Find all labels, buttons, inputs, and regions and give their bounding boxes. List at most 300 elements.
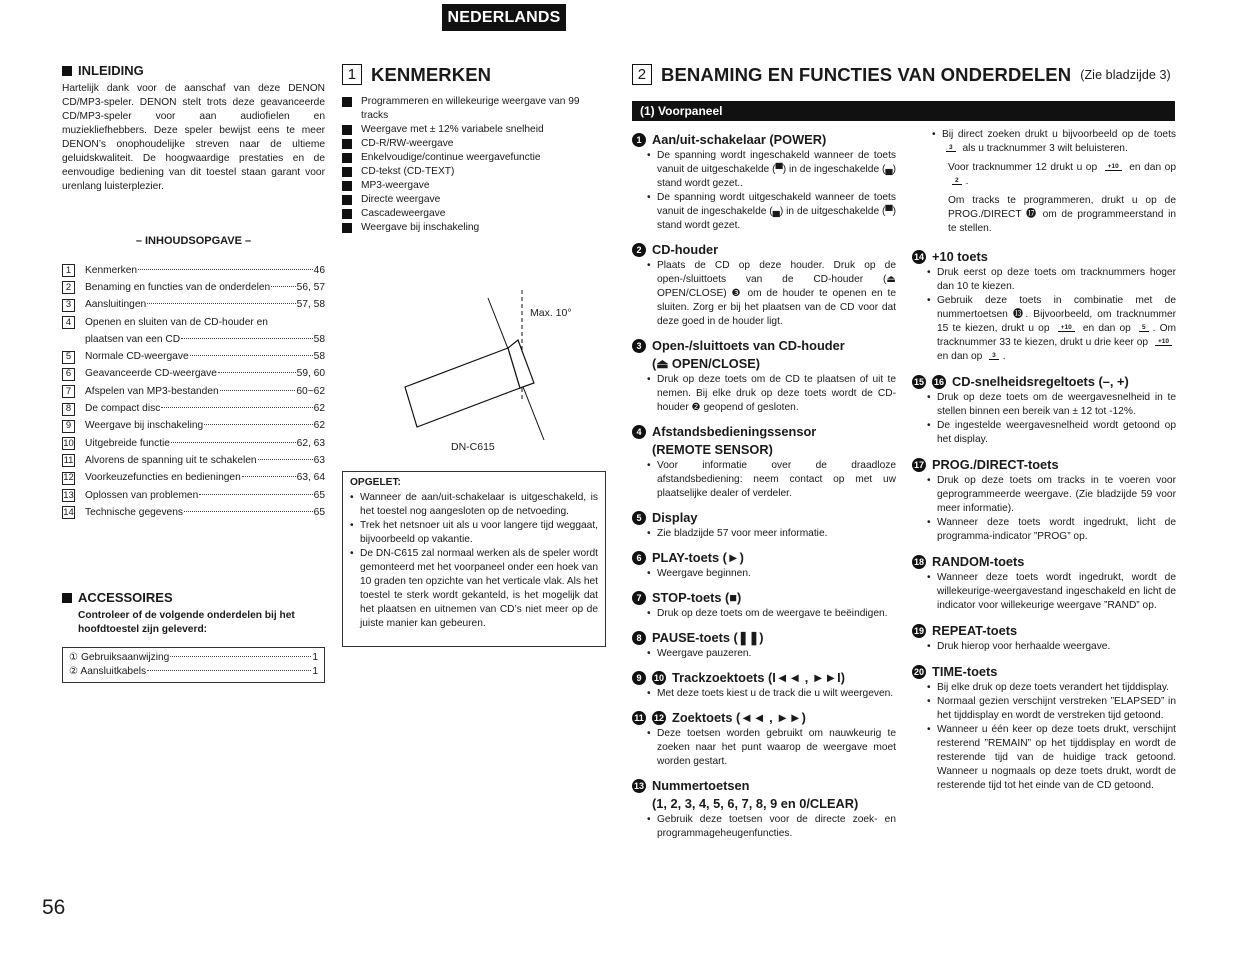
part-bullet-text: Gebruik deze toets in combinatie met de nummertoetsen ⓭. Bijvoorbeeld, om tracknummer 15 te kiezen, drukt u op +10 en dan op 5 . Om tracknummer 33 te kiezen, drukt u drie keer op +10 en dan op 3 . xyxy=(937,295,1177,362)
part-body xyxy=(632,687,896,701)
part-bullet-text: De spanning wordt ingeschakeld wanneer de toets vanuit de uitgeschakelde (▀) in de ingeschakelde (▄) stand wordt gezet.. xyxy=(657,150,896,189)
part-body xyxy=(912,571,1176,613)
toc-page: 65 xyxy=(313,489,325,501)
toc-number-box: 11 xyxy=(63,454,74,466)
part-item xyxy=(912,373,1176,447)
page-number: 56 xyxy=(42,896,66,919)
accessory-count: 1 xyxy=(312,652,318,664)
square-bullet-icon xyxy=(62,66,72,76)
part-title: REPEAT-toets xyxy=(932,623,1018,638)
part-body xyxy=(912,681,1176,793)
toc-row xyxy=(62,331,325,348)
part-heading xyxy=(632,549,896,567)
toc-text: Kenmerken xyxy=(85,264,138,276)
part-item xyxy=(632,549,896,581)
part-number-icon: 3 xyxy=(632,339,646,353)
parts-list-left xyxy=(632,131,896,841)
angle-label: Max. 10° xyxy=(530,307,572,319)
part-title-wrap xyxy=(932,663,997,681)
bullet-dot: • xyxy=(927,295,931,306)
part-title: Aan/uit-schakelaar (POWER) xyxy=(652,132,827,147)
part-bullet xyxy=(927,266,1176,294)
part-heading xyxy=(912,553,1176,571)
part-title-wrap xyxy=(652,423,816,459)
toc-title: – INHOUDSOPGAVE – xyxy=(135,235,252,247)
square-bullet-icon xyxy=(342,195,352,205)
part-bullet xyxy=(927,419,1176,447)
square-bullet-icon xyxy=(342,153,352,163)
part-item xyxy=(912,248,1176,364)
toc-page: 59, 60 xyxy=(296,368,325,380)
toc-number-box: 2 xyxy=(62,281,75,294)
part-body xyxy=(632,527,896,541)
part-item xyxy=(912,456,1176,544)
part-item xyxy=(632,131,896,233)
square-bullet-icon xyxy=(62,593,72,603)
key-button-icon: 2 xyxy=(952,177,962,185)
part-bullet-text: Voor informatie over de draadloze afstandsbediening: neem contact op met uw plaatselijke dealer of verdeler. xyxy=(657,460,896,499)
accessoires-heading xyxy=(62,591,325,605)
part-bullet xyxy=(647,607,896,621)
part-bullet-text: Druk op deze toets om de weergavesnelheid in te stellen binnen een bereik van ± 12 tot -12%. xyxy=(937,392,1176,417)
part-number-icon: 13 xyxy=(633,781,644,791)
opgelet-list xyxy=(350,491,598,631)
feature-item xyxy=(342,151,606,165)
toc-leader-dots xyxy=(161,407,312,408)
part-bullet xyxy=(647,813,896,841)
toc-page: 46 xyxy=(313,264,325,276)
toc-page: 56, 57 xyxy=(296,281,325,293)
bullet-dot: • xyxy=(350,520,354,531)
toc-page: 62 xyxy=(313,420,325,432)
toc-row xyxy=(62,504,325,521)
part-number-icon: 4 xyxy=(632,425,646,439)
part-bullet-text: Wanneer deze toets wordt ingedrukt, licht de programma-indicator ”PROG” op. xyxy=(937,517,1176,542)
part-title: Open-/sluittoets van CD-houder xyxy=(652,338,845,353)
square-bullet-icon xyxy=(342,125,352,135)
inleiding-heading xyxy=(62,64,325,78)
part-bullet xyxy=(647,259,896,329)
bullet-dot: • xyxy=(647,260,651,271)
part-bullet xyxy=(647,459,896,501)
feature-text: CD-R/RW-weergave xyxy=(361,138,454,149)
part-heading xyxy=(632,241,896,259)
direct-search-intro xyxy=(912,128,1176,236)
toc-text: De compact disc xyxy=(85,403,161,415)
part-title-wrap xyxy=(672,669,845,687)
part-title-line2: (REMOTE SENSOR) xyxy=(652,442,773,457)
toc-row xyxy=(62,487,325,504)
part-bullet xyxy=(647,527,896,541)
part-title-wrap xyxy=(652,549,744,567)
part-bullet-text: Weergave pauzeren. xyxy=(657,648,752,659)
toc-number-box: 7 xyxy=(62,385,75,398)
part-body xyxy=(632,459,896,501)
toc-number-box: 6 xyxy=(62,368,75,381)
toc-text: Benaming en functies van de onderdelen xyxy=(85,281,271,293)
toc-leader-dots xyxy=(181,338,313,339)
warning-item xyxy=(350,547,598,631)
toc-text: Voorkeuzefuncties en bedieningen xyxy=(85,472,241,484)
bullet-dot: • xyxy=(647,568,651,579)
toc-text: Aansluitingen xyxy=(85,299,147,311)
part-item xyxy=(632,709,896,769)
section-number: 2 xyxy=(632,64,652,85)
bullet-dot: • xyxy=(927,420,931,431)
part-number-icon: 1 xyxy=(632,133,646,147)
toc-number-box: 10 xyxy=(63,437,74,449)
toc-number-box: 3 xyxy=(62,299,75,312)
opgelet-box xyxy=(342,471,606,647)
toc-leader-dots xyxy=(170,656,311,657)
toc-text: Afspelen van MP3-bestanden xyxy=(85,385,219,397)
toc-number-box: 1 xyxy=(62,264,75,277)
kenmerken-list xyxy=(342,95,606,235)
bullet-dot: • xyxy=(927,724,931,735)
toc-leader-dots xyxy=(190,355,313,356)
part-bullet-text: Plaats de CD op deze houder. Druk op de open-/sluittoets van de CD-houder (⏏ OPEN/CLOSE) ❸ om de houder te openen en te sluiten. Zorg er bij het plaatsen van de CD voor dat deze goed in de houder ligt. xyxy=(657,260,896,327)
toc-leader-dots xyxy=(242,476,296,477)
toc-number-box: 14 xyxy=(63,506,74,518)
part-bullet-text: Normaal gezien verschijnt verstreken ”ELAPSED” in het tijddisplay en wordt de verstreken tijd getoond. xyxy=(937,696,1176,721)
part-number-icon: 17 xyxy=(913,460,924,470)
toc-number-box: 5 xyxy=(62,351,75,364)
part-heading xyxy=(632,777,896,813)
section-bar: (1) Voorpaneel xyxy=(632,101,1175,121)
part-body xyxy=(912,391,1176,447)
square-bullet-icon xyxy=(342,139,352,149)
bullet-dot: • xyxy=(927,475,931,486)
bullet-dot: • xyxy=(927,641,931,652)
toc-row xyxy=(62,435,325,452)
part-body xyxy=(632,813,896,841)
intro-paragraph-2: Om tracks te programmeren, drukt u op de PROG./DIRECT ⓱ om de programmeerstand in te stellen. xyxy=(948,195,1176,234)
part-item xyxy=(632,777,896,841)
square-bullet-icon xyxy=(342,97,352,107)
part-number-icon: 16 xyxy=(933,377,944,387)
bullet-dot: • xyxy=(647,728,651,739)
part-bullet-text: Druk eerst op deze toets om tracknummers hoger dan 10 te kiezen. xyxy=(937,267,1176,292)
key-button-icon: 3 xyxy=(946,144,956,152)
toc-leader-dots xyxy=(147,670,311,671)
part-bullet-text: Druk hierop voor herhaalde weergave. xyxy=(937,641,1111,652)
part-bullet-text: Zie bladzijde 57 voor meer informatie. xyxy=(657,528,828,539)
accessoires-list xyxy=(62,647,325,683)
toc-leader-dots xyxy=(184,511,313,512)
part-title: Trackzoektoets (I◄◄ , ►►I) xyxy=(672,670,845,685)
toc-leader-dots xyxy=(258,459,313,460)
part-title-wrap xyxy=(932,622,1017,640)
part-title: Nummertoetsen xyxy=(652,778,750,793)
language-tab: NEDERLANDS xyxy=(442,4,566,31)
part-title: CD-houder xyxy=(652,242,719,257)
feature-item xyxy=(342,165,606,179)
part-title-line2: (⏏ OPEN/CLOSE) xyxy=(652,356,761,371)
part-bullet-text: Bij elke druk op deze toets verandert het tijddisplay. xyxy=(937,682,1169,693)
toc-leader-dots xyxy=(199,494,312,495)
part-bullet xyxy=(927,516,1176,544)
benaming-title: BENAMING EN FUNCTIES VAN ONDERDELEN xyxy=(661,63,1072,85)
feature-text: CD-tekst (CD-TEXT) xyxy=(361,166,455,177)
toc-leader-dots xyxy=(204,424,312,425)
part-bullet xyxy=(927,681,1176,695)
part-bullet xyxy=(647,567,896,581)
bullet-dot: • xyxy=(647,688,651,699)
bullet-dot: • xyxy=(647,528,651,539)
part-bullet-text: Deze toetsen worden gebruikt om nauwkeurig te zoeken naar het punt waarop de weergave moet worden gestart. xyxy=(657,728,896,767)
part-bullet-text: Gebruik deze toetsen voor de directe zoek- en programmageheugenfuncties. xyxy=(657,814,896,839)
square-bullet-icon xyxy=(342,167,352,177)
bullet-dot: • xyxy=(647,814,651,825)
toc-text: Technische gegevens xyxy=(85,506,183,518)
feature-text: Cascadeweergave xyxy=(361,208,446,219)
toc-text: Uitgebreide functie xyxy=(85,437,170,449)
toc-text: Normale CD-weergave xyxy=(85,351,189,363)
feature-item xyxy=(342,221,606,235)
part-number-icon: 19 xyxy=(913,626,924,636)
part-number-icon: 14 xyxy=(913,252,924,262)
part-number-icon: 10 xyxy=(653,673,664,683)
part-bullet xyxy=(647,373,896,415)
toc-page: 60~62 xyxy=(296,385,325,397)
part-bullet xyxy=(647,149,896,191)
toc-number-box: 13 xyxy=(63,489,74,501)
part-title: Afstandsbedieningssensor xyxy=(652,424,817,439)
toc-row xyxy=(62,400,325,417)
toc-text: Weergave bij inschakeling xyxy=(85,420,204,432)
tilt-diagram xyxy=(400,290,572,460)
part-title-wrap xyxy=(932,248,988,266)
part-item xyxy=(632,241,896,329)
part-title-wrap xyxy=(652,337,845,373)
toc-number-box: 4 xyxy=(62,316,75,329)
part-number-icon: 8 xyxy=(632,631,646,645)
part-bullet xyxy=(647,191,896,233)
part-bullet-text: De spanning wordt uitgeschakeld wanneer de toets vanuit de ingeschakelde (▄) in de uitgeschakelde (▀) stand wordt gezet. xyxy=(657,192,896,231)
part-title-wrap xyxy=(932,553,1024,571)
bullet-dot: • xyxy=(350,548,354,559)
toc-page: 62, 63 xyxy=(296,437,325,449)
bullet-dot: • xyxy=(350,492,354,503)
part-title-wrap xyxy=(652,589,741,607)
part-title-wrap xyxy=(652,777,858,813)
part-body xyxy=(912,474,1176,544)
part-body xyxy=(632,727,896,769)
toc-row xyxy=(62,418,325,435)
part-number-icon: 7 xyxy=(632,591,646,605)
toc-row xyxy=(62,470,325,487)
part-number-icon: 18 xyxy=(913,557,924,567)
feature-text: Weergave bij inschakeling xyxy=(361,222,480,233)
part-number-icon: 5 xyxy=(632,511,646,525)
part-heading xyxy=(912,663,1176,681)
left-column xyxy=(62,64,325,683)
part-title: Zoektoets (◄◄ , ►►) xyxy=(672,710,806,725)
benaming-subtitle: (Zie bladzijde 3) xyxy=(1080,67,1171,82)
part-heading xyxy=(912,456,1176,474)
device-body xyxy=(405,348,520,427)
part-bullet xyxy=(927,571,1176,613)
toc-row xyxy=(62,383,325,400)
part-bullet xyxy=(927,391,1176,419)
square-bullet-icon xyxy=(342,223,352,233)
part-body xyxy=(912,266,1176,364)
part-number-icon: 11 xyxy=(632,711,646,725)
part-heading xyxy=(912,622,1176,640)
toc-number-box: 8 xyxy=(62,403,75,416)
part-heading xyxy=(632,629,896,647)
feature-text: Weergave met ± 12% variabele snelheid xyxy=(361,124,544,135)
part-body xyxy=(632,149,896,233)
feature-text: Enkelvoudige/continue weergavefunctie xyxy=(361,152,541,163)
bullet-dot: • xyxy=(647,608,651,619)
part-item xyxy=(912,663,1176,793)
part-bullet-text: De ingestelde weergavesnelheid wordt getoond op het display. xyxy=(937,420,1176,445)
part-title-wrap xyxy=(652,241,718,259)
part-title-wrap xyxy=(952,373,1129,391)
part-title-wrap xyxy=(652,509,698,527)
part-item xyxy=(632,423,896,501)
part-number-icon: 6 xyxy=(632,551,646,565)
accessory-row xyxy=(69,651,318,665)
table-of-contents xyxy=(62,262,325,521)
part-bullet xyxy=(647,687,896,701)
kenmerken-column xyxy=(342,64,606,235)
part-heading xyxy=(632,669,896,687)
part-bullet xyxy=(647,727,896,769)
feature-item xyxy=(342,137,606,151)
section-number: 1 xyxy=(342,64,362,85)
square-bullet-icon xyxy=(342,209,352,219)
toc-text: Geavanceerde CD-weergave xyxy=(85,368,217,380)
key-button-icon: +10 xyxy=(1105,163,1122,171)
part-title: TIME-toets xyxy=(932,664,998,679)
warning-text: Trek het netsnoer uit als u voor langere tijd weggaat, bijvoorbeeld op vakantie. xyxy=(360,520,598,545)
toc-text: Oplossen van problemen xyxy=(85,489,199,501)
part-heading xyxy=(632,131,896,149)
bullet-dot: • xyxy=(927,682,931,693)
feature-item xyxy=(342,193,606,207)
part-bullet xyxy=(927,474,1176,516)
key-button-icon: 3 xyxy=(989,352,999,360)
feature-text: MP3-weergave xyxy=(361,180,430,191)
toc-row xyxy=(62,297,325,314)
toc-page: 58 xyxy=(313,333,325,345)
kenmerken-title: KENMERKEN xyxy=(371,63,492,85)
warning-item xyxy=(350,519,598,547)
inleiding-text: Hartelijk dank voor de aanschaf van deze DENON CD/MP3-speler. DENON stelt trots deze geavanceerde CD/MP3-speler voor aan audiofielen en muziekliefhebbers. Deze speler bewijst eens te meer DENON’s onophoudelijke streven naar de ultieme geluidskwaliteit. De hoogwaardige prestaties en de eenvoudige bediening van dit toestel staan garant voor urenlang luisterplezier. xyxy=(62,83,325,192)
toc-page: 62 xyxy=(313,403,325,415)
accessory-count: 1 xyxy=(312,666,318,678)
part-title-wrap xyxy=(652,131,826,149)
toc-number-box: 9 xyxy=(62,420,75,433)
toc-row xyxy=(62,314,325,331)
toc-row xyxy=(62,279,325,296)
feature-item xyxy=(342,95,606,123)
toc-page: 58 xyxy=(313,351,325,363)
part-item xyxy=(632,337,896,415)
feature-item xyxy=(342,179,606,193)
bullet-dot: • xyxy=(647,374,651,385)
accessoires-intro: Controleer of de volgende onderdelen bij het hoofdtoestel zijn geleverd: xyxy=(78,610,295,636)
part-bullet-text: Met deze toets kiest u de track die u wilt weergeven. xyxy=(657,688,894,699)
accessoires-title: ACCESSOIRES xyxy=(78,590,173,606)
part-bullet-text: Wanneer u één keer op deze toets drukt, verschijnt resterend ”REMAIN” op het tijddisplay en wordt de resterende tijd van de huidige track getoond. Wanneer u nogmaals op deze toets drukt, wordt de resterende tijd tot het einde van de CD getoond. xyxy=(937,724,1176,791)
key-button-icon: +10 xyxy=(1058,324,1075,332)
part-number-icon: 2 xyxy=(632,243,646,257)
part-body xyxy=(912,640,1176,654)
toc-text: plaatsen van een CD xyxy=(85,333,181,345)
part-heading xyxy=(632,423,896,459)
bullet-dot: • xyxy=(647,192,651,203)
device-label: DN-C615 xyxy=(451,441,495,453)
part-bullet-text: Druk op deze toets om tracks in te voeren voor geprogrammeerde weergave. (Zie bladzijde 59 voor meer informatie). xyxy=(937,475,1176,514)
feature-text: Programmeren en willekeurige weergave van 99 tracks xyxy=(361,96,580,121)
toc-row xyxy=(62,348,325,365)
part-heading xyxy=(912,248,1176,266)
part-title-wrap xyxy=(932,456,1059,474)
part-title-wrap xyxy=(672,709,806,727)
part-bullet xyxy=(927,723,1176,793)
key-button-icon: 5 xyxy=(1139,324,1149,332)
bullet-dot: • xyxy=(927,696,931,707)
part-item xyxy=(632,589,896,621)
toc-leader-dots xyxy=(138,269,313,270)
toc-page: 63, 64 xyxy=(296,472,325,484)
toc-page: 63 xyxy=(313,454,325,466)
part-title: PAUSE-toets (❚❚) xyxy=(652,630,764,645)
part-number-icon: 12 xyxy=(653,713,664,723)
toc-page: 65 xyxy=(313,506,325,518)
part-heading xyxy=(632,589,896,607)
part-heading xyxy=(912,373,1176,391)
part-bullet xyxy=(927,695,1176,723)
accessory-row xyxy=(69,665,318,679)
bullet-dot: • xyxy=(927,267,931,278)
warning-text: Wanneer de aan/uit-schakelaar is uitgeschakeld, is het toestel nog aangesloten op de netvoeding. xyxy=(360,492,598,517)
intro-bullet-text: Bij direct zoeken drukt u bijvoorbeeld op de toets 3 als u tracknummer 3 wilt beluisteren. xyxy=(942,129,1176,154)
toc-leader-dots xyxy=(147,303,296,304)
part-number-icon: 20 xyxy=(913,667,924,677)
part-body xyxy=(632,567,896,581)
toc-text: Openen en sluiten van de CD-houder en xyxy=(85,316,268,328)
part-title-wrap xyxy=(652,629,764,647)
part-title-line2: (1, 2, 3, 4, 5, 6, 7, 8, 9 en 0/CLEAR) xyxy=(652,796,859,811)
toc-leader-dots xyxy=(220,390,296,391)
toc-leader-dots xyxy=(218,372,296,373)
part-heading xyxy=(632,337,896,373)
warning-item xyxy=(350,491,598,519)
square-bullet-icon xyxy=(342,181,352,191)
accessory-name: ① Gebruiksaanwijzing xyxy=(69,652,170,664)
part-item xyxy=(632,669,896,701)
part-heading xyxy=(632,509,896,527)
part-body xyxy=(632,259,896,329)
part-title: STOP-toets (■) xyxy=(652,590,742,605)
feature-item xyxy=(342,123,606,137)
part-bullet-text: Druk op deze toets om de CD te plaatsen of uit te nemen. Bij elke druk op deze toets wordt de CD-houder ❷ geopend of gesloten. xyxy=(657,374,896,413)
part-bullet-text: Wanneer deze toets wordt ingedrukt, wordt de willekeurige-weergavestand ingeschakeld en licht de indicator voor willekeurige weergave ”RAND” op. xyxy=(937,572,1176,611)
feature-item xyxy=(342,207,606,221)
part-bullet xyxy=(927,294,1176,364)
part-bullet xyxy=(647,647,896,661)
bullet-dot: • xyxy=(647,150,651,161)
part-title: PROG./DIRECT-toets xyxy=(932,457,1059,472)
part-title: PLAY-toets (►) xyxy=(652,550,744,565)
parts-list-right xyxy=(912,248,1176,793)
intro-bullet: • Bij direct zoeken drukt u bijvoorbeeld op de toets 3 als u tracknummer 3 wilt beluisteren. xyxy=(932,129,1176,154)
part-title: Display xyxy=(652,510,698,525)
